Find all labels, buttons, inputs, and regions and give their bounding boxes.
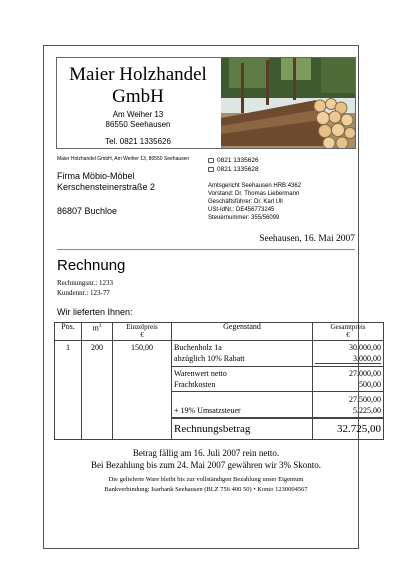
- invoice-title: Rechnung: [57, 257, 126, 274]
- line-net-values: [313, 366, 384, 392]
- header-m3-superscript: 3: [98, 324, 102, 329]
- line-goods: [172, 341, 313, 367]
- registry-board: Vorstand: Dr. Thomas Liebermann: [208, 191, 300, 197]
- line-net-label: Warenwert netto: [174, 368, 227, 378]
- line-freight-value: 500,00: [359, 379, 381, 389]
- line-net-value: 27.000,00: [349, 368, 381, 378]
- sender-return-address: Maier Holzhandel GmbH, Am Weiher 13, 86550 Seehausen: [57, 156, 190, 162]
- company-registry: [208, 182, 301, 222]
- header-item: Gegenstand: [172, 323, 313, 341]
- header-unit-price: [113, 323, 172, 341]
- ownership-note: Die gelieferte Ware bleibt bis zur vollständigen Bezahlung unser Eigentum: [108, 476, 304, 483]
- line-discount-value: 3.000,00: [315, 353, 381, 364]
- company-name: [57, 64, 219, 108]
- line-subtotal-label: [174, 394, 310, 405]
- customer-number: Kundennr.: 123-77: [57, 289, 110, 297]
- registry-vat-id: USt-IdNr.: DE456773245: [208, 207, 275, 213]
- invoice-number: Rechnungsnr.: 1233: [57, 279, 113, 287]
- invoice-table: [54, 322, 384, 440]
- row-m3: 200: [82, 341, 113, 440]
- contact-fax-value: 0821 1335628: [217, 166, 259, 173]
- contact-phone-value: 0821 1335626: [217, 157, 259, 164]
- header-pos: Pos.: [55, 323, 82, 341]
- header-total-currency: €: [346, 331, 350, 339]
- invoice-date: Seehausen, 16. Mai 2007: [259, 234, 355, 244]
- company-street: Am Weiher 13: [112, 110, 164, 119]
- header-m3-label: m: [92, 323, 99, 333]
- row-unit-price: 150,00: [113, 341, 172, 440]
- recipient-street: Kerschensteinerstraße 2: [57, 182, 156, 192]
- divider: [57, 249, 355, 250]
- header-total: [313, 323, 384, 341]
- recipient-name: Firma Möbio-Möbel: [57, 171, 135, 181]
- contact-fax: [208, 166, 259, 173]
- line-freight-label: Frachtkosten: [174, 379, 216, 389]
- table-row: [55, 341, 384, 367]
- registry-court: Amtsgericht Seehausen HRB 4362: [208, 183, 302, 189]
- line-goods-values: [313, 341, 384, 367]
- registry-tax-number: Steuernummer: 355/56099: [208, 215, 280, 221]
- phone-icon: [208, 158, 214, 163]
- total-label: Rechnungsbetrag: [172, 418, 313, 440]
- row-pos: 1: [55, 341, 82, 440]
- line-subtotal-value: 27.500,00: [349, 394, 381, 404]
- header-unit-price-label: Einzelpreis: [126, 323, 158, 331]
- line-vat-label: + 19% Umsatzsteuer: [174, 405, 241, 415]
- company-phone: Tel. 0821 1335626: [105, 137, 171, 146]
- line-vat: [172, 392, 313, 418]
- registry-manager: Geschäftsführer: Dr. Karl Ull: [208, 199, 283, 205]
- company-name-line1: Maier Holzhandel: [69, 64, 207, 85]
- header-unit-price-currency: €: [140, 331, 144, 339]
- table-header-row: [55, 323, 384, 341]
- bank-details: Bankverbindung: Isarbank Seehausen (BLZ 756 400 50) • Konto 1230004567: [104, 486, 308, 493]
- header-m3: [82, 323, 113, 341]
- line-net: [172, 366, 313, 392]
- fax-icon: [208, 167, 214, 172]
- line-goods-label: Buchenholz 1a: [174, 343, 222, 353]
- line-vat-values: [313, 392, 384, 418]
- letterhead: [56, 57, 356, 149]
- contact-phone: [208, 157, 259, 164]
- line-vat-value: 5.225,00: [353, 405, 381, 415]
- line-discount-label: abzüglich 10% Rabatt: [174, 354, 245, 364]
- timber-photo: [221, 58, 356, 149]
- recipient-city: 86807 Buchloe: [57, 206, 118, 216]
- line-goods-value: 30.000,00: [349, 343, 381, 353]
- discount-terms: Bei Bezahlung bis zum 24. Mai 2007 gewähren wir 3% Skonto.: [91, 460, 321, 470]
- company-name-line2: GmbH: [112, 86, 164, 107]
- payment-due: Betrag fällig am 16. Juli 2007 rein netto.: [132, 448, 280, 458]
- company-city: 86550 Seehausen: [105, 120, 171, 129]
- header-total-label: Gesamtpreis: [330, 323, 366, 331]
- total-value: 32.725,00: [313, 418, 384, 440]
- delivered-heading: Wir lieferten Ihnen:: [57, 307, 133, 317]
